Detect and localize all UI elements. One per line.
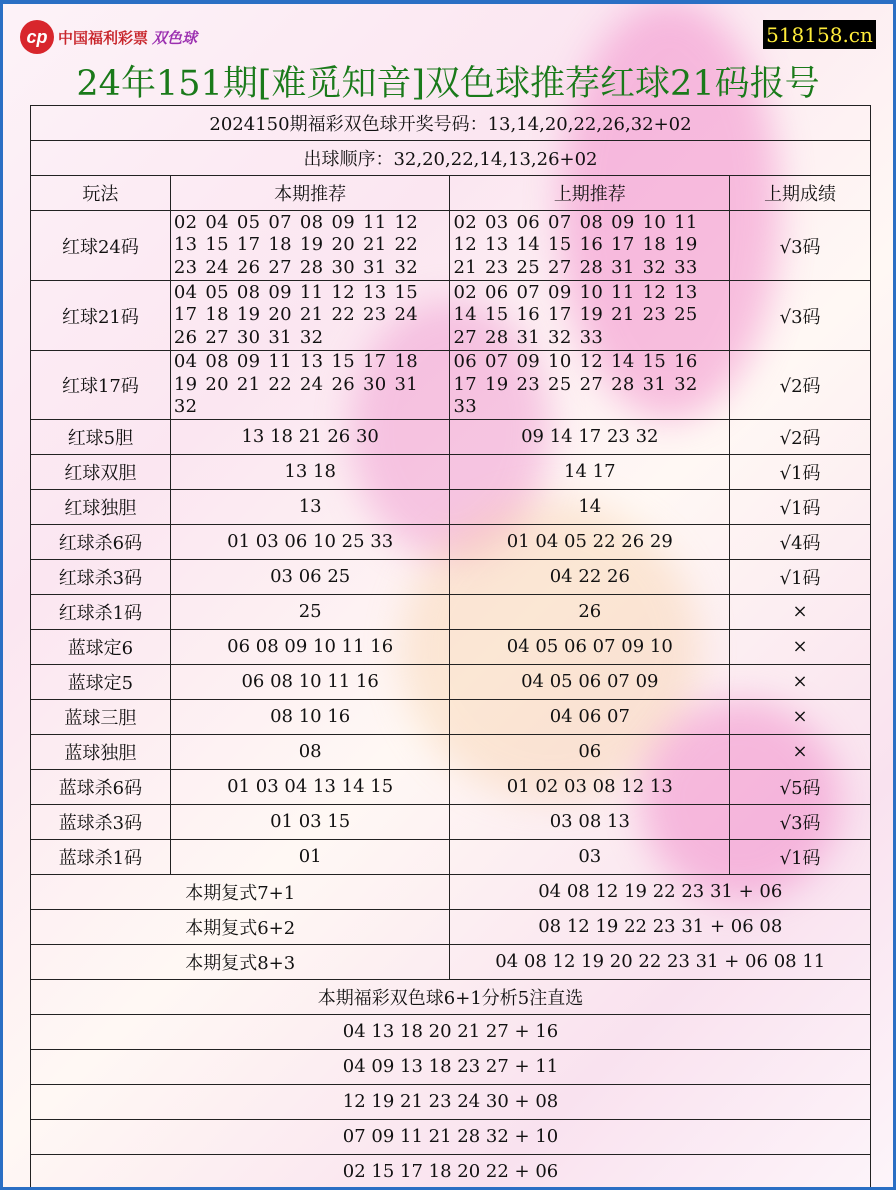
previous-result: × [730,699,871,734]
previous-result: × [730,734,871,769]
current-pick: 13 18 21 26 30 [170,419,450,454]
current-pick: 01 03 15 [170,804,450,839]
previous-pick: 03 [450,839,730,874]
compound-label: 本期复式8+3 [31,944,450,979]
previous-pick: 04 05 06 07 09 10 [450,629,730,664]
previous-result: √1码 [730,559,871,594]
previous-result: √1码 [730,454,871,489]
pick-numbers: 02 15 17 18 20 22 + 06 [31,1154,871,1189]
compound-value: 04 08 12 19 20 22 23 31 + 06 08 11 [450,944,871,979]
current-pick: 01 [170,839,450,874]
compound-row [31,944,871,979]
play-type: 红球5胆 [31,419,171,454]
table-row [31,454,871,489]
previous-result: √1码 [730,839,871,874]
current-pick: 08 [170,734,450,769]
pick-numbers: 12 19 21 23 24 30 + 08 [31,1084,871,1119]
play-type: 蓝球独胆 [31,734,171,769]
site-badge[interactable]: 518158.cn [763,20,876,49]
previous-result: √3码 [730,804,871,839]
previous-result: × [730,664,871,699]
lottery-logo-icon: cp [20,20,54,54]
previous-result: × [730,629,871,664]
pick-numbers: 07 09 11 21 28 32 + 10 [31,1119,871,1154]
previous-result: √3码 [730,211,871,281]
play-type: 红球双胆 [31,454,171,489]
header-cell: 本期推荐 [170,176,450,211]
previous-result: √3码 [730,281,871,351]
play-type: 蓝球定6 [31,629,171,664]
table-row [31,839,871,874]
previous-result: × [730,594,871,629]
current-pick: 25 [170,594,450,629]
page-title: 24年151期[难觅知音]双色球推荐红球21码报号 [76,64,820,104]
compound-value: 04 08 12 19 22 23 31 + 06 [450,874,871,909]
table-row [31,594,871,629]
current-pick: 06 08 10 11 16 [170,664,450,699]
table-row [31,734,871,769]
table-row [31,211,871,281]
previous-result: √2码 [730,351,871,420]
play-type: 蓝球定5 [31,664,171,699]
previous-pick: 06 [450,734,730,769]
play-type: 蓝球杀6码 [31,769,171,804]
table-header [31,176,871,211]
play-type: 红球24码 [31,211,171,281]
current-pick: 13 [170,489,450,524]
play-type: 红球杀1码 [31,594,171,629]
picks-title: 本期福彩双色球6+1分析5注直选 [31,979,871,1014]
previous-pick: 26 [450,594,730,629]
table-row [31,281,871,351]
previous-result: √2码 [730,419,871,454]
current-pick: 13 18 [170,454,450,489]
pick-numbers: 04 09 13 18 23 27 + 11 [31,1049,871,1084]
current-pick: 01 03 04 13 14 15 [170,769,450,804]
current-pick: 01 03 06 10 25 33 [170,524,450,559]
logo-text: 中国福利彩票 [58,28,149,47]
table-row [31,559,871,594]
play-type: 红球杀6码 [31,524,171,559]
table-row [31,524,871,559]
previous-result: √4码 [730,524,871,559]
table-row [31,419,871,454]
current-pick: 02 04 05 07 08 09 11 12 13 15 17 18 19 20 21 22 23 24 26 27 28 30 31 32 [170,211,450,281]
compound-value: 08 12 19 22 23 31 + 06 08 [450,909,871,944]
current-pick: 04 08 09 11 13 15 17 18 19 20 21 22 24 26 30 31 32 [170,351,450,420]
previous-pick: 09 14 17 23 32 [450,419,730,454]
previous-pick: 02 03 06 07 08 09 10 11 12 13 14 15 16 17 18 19 21 23 25 27 28 31 32 33 [450,211,730,281]
pick-row [31,1154,871,1189]
compound-label: 本期复式6+2 [31,909,450,944]
pick-row [31,1049,871,1084]
forecast-table [30,105,871,1190]
draw-result: 2024150期福彩双色球开奖号码：13,14,20,22,26,32+02 [31,106,871,141]
header-cell: 上期成绩 [730,176,871,211]
pick-row [31,1084,871,1119]
play-type: 红球21码 [31,281,171,351]
current-pick: 06 08 09 10 11 16 [170,629,450,664]
previous-result: √5码 [730,769,871,804]
previous-pick: 14 17 [450,454,730,489]
compound-label: 本期复式7+1 [31,874,450,909]
previous-pick: 04 22 26 [450,559,730,594]
previous-result: √1码 [730,489,871,524]
play-type: 红球17码 [31,351,171,420]
header-cell: 玩法 [31,176,171,211]
play-type: 蓝球三胆 [31,699,171,734]
previous-pick: 04 05 06 07 09 [450,664,730,699]
previous-pick: 04 06 07 [450,699,730,734]
previous-pick: 06 07 09 10 12 14 15 16 17 19 23 25 27 28 31 32 33 [450,351,730,420]
table-row [31,699,871,734]
previous-pick: 01 02 03 08 12 13 [450,769,730,804]
current-pick: 03 06 25 [170,559,450,594]
table-row [31,629,871,664]
table-row [31,664,871,699]
compound-row [31,874,871,909]
welfare-lottery-logo [20,20,197,54]
table-row [31,489,871,524]
pick-row [31,1119,871,1154]
previous-pick: 14 [450,489,730,524]
table-row [31,769,871,804]
current-pick: 08 10 16 [170,699,450,734]
pick-row [31,1014,871,1049]
header-cell: 上期推荐 [450,176,730,211]
table-row [31,351,871,420]
draw-order: 出球顺序：32,20,22,14,13,26+02 [31,141,871,176]
pick-numbers: 04 13 18 20 21 27 + 16 [31,1014,871,1049]
previous-pick: 02 06 07 09 10 11 12 13 14 15 16 17 19 21 23 25 27 28 31 32 33 [450,281,730,351]
play-type: 蓝球杀3码 [31,804,171,839]
logo-subtext: 双色球 [152,28,198,47]
previous-pick: 01 04 05 22 26 29 [450,524,730,559]
compound-row [31,909,871,944]
current-pick: 04 05 08 09 11 12 13 15 17 18 19 20 21 22 23 24 26 27 30 31 32 [170,281,450,351]
play-type: 蓝球杀1码 [31,839,171,874]
previous-pick: 03 08 13 [450,804,730,839]
play-type: 红球杀3码 [31,559,171,594]
play-type: 红球独胆 [31,489,171,524]
table-row [31,804,871,839]
